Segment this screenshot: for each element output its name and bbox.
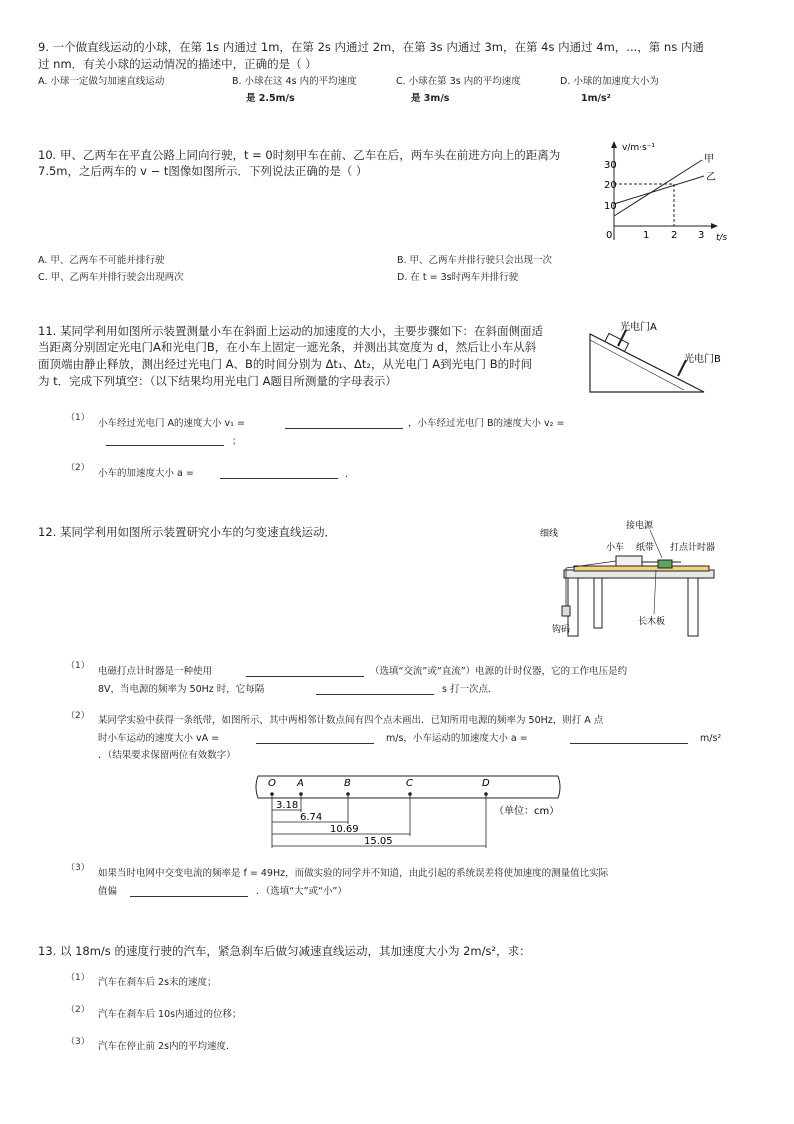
q11-sub2-number: （2） — [66, 463, 90, 473]
tape-dist-oa: 3.18 — [276, 800, 299, 811]
apparatus-timer — [658, 560, 672, 568]
q11-stem-line1: 11. 某同学利用如图所示装置测量小车在斜面上运动的加速度的大小，主要步骤如下：在斜面侧面适 — [38, 324, 543, 338]
label-power: 接电源 — [626, 521, 654, 531]
q12-period-blank[interactable] — [316, 682, 434, 695]
graph-line-yi — [614, 176, 704, 204]
q9-stem-line2: 过 nm．有关小球的运动情况的描述中，正确的是（ ） — [38, 57, 317, 71]
q10-stem-line2: 7.5m，之后两车的 v − t图像如图所示．下列说法正确的是（ ） — [38, 164, 368, 178]
q12-sub2-text-e: ．（结果要求保留两位有效数字） — [98, 750, 236, 761]
q9-option-b: B. 小球在这 4s 内的平均速度 — [232, 76, 357, 87]
q9-option-c: C. 小球在第 3s 内的平均速度 — [396, 76, 521, 87]
apparatus-weight — [562, 606, 570, 616]
q11-stem-line4: 为 t．完成下列填空：（以下结果均用光电门 A题目所测量的字母表示） — [38, 374, 397, 388]
q11-sub2-end: ． — [345, 469, 355, 480]
graph-label-jia: 甲 — [704, 154, 714, 165]
apparatus-cart — [616, 556, 642, 566]
q12-stem: 12. 某同学利用如图所示装置研究小车的匀变速直线运动． — [38, 525, 336, 539]
graph-label-yi: 乙 — [706, 172, 716, 183]
q12-accel-blank[interactable] — [570, 731, 688, 744]
q9-option-d-cont: 1m/s² — [581, 93, 611, 104]
q9-option-b-cont: 是 2.5m/s — [246, 93, 295, 104]
incline-cart — [605, 333, 629, 351]
tape-dist-ob: 6.74 — [300, 812, 323, 823]
q11-v1-blank[interactable] — [285, 416, 403, 429]
tape-label-a: A — [297, 778, 304, 789]
q12-sub1-number: （1） — [66, 661, 90, 671]
q9-option-a: A. 小球一定做匀加速直线运动 — [38, 76, 165, 87]
q10-option-b: B. 甲、乙两车并排行驶只会出现一次 — [397, 255, 553, 266]
q12-sub1-text-b: （选填“交流”或“直流”）电源的计时仪器，它的工作电压是约 — [370, 666, 628, 677]
q12-tape-figure — [252, 770, 562, 852]
q10-option-a: A. 甲、乙两车不可能并排行驶 — [38, 255, 165, 266]
q10-vt-graph — [592, 138, 732, 248]
q13-sub1-number: （1） — [66, 973, 90, 983]
graph-xtick-2: 2 — [671, 230, 678, 241]
incline-inner — [590, 340, 684, 390]
tape-label-b: B — [344, 778, 351, 789]
q12-sub3-text-b: 值偏 — [98, 886, 118, 897]
q11-sub1-text-a: 小车经过光电门 A的速度大小 v₁ = — [98, 418, 245, 429]
graph-x-arrow — [711, 223, 718, 229]
q10-option-d: D. 在 t = 3s时两车并排行驶 — [397, 272, 519, 283]
graph-ylabel: v/m·s⁻¹ — [622, 143, 656, 153]
q12-sub2-text-c: m/s，小车运动的加速度大小 a = — [386, 733, 528, 744]
q12-sub3-text-a: 如果当时电网中交变电流的频率是 f = 49Hz，而做实验的同学并不知道，由此引起的系统误差将使加速度的测量值比实际 — [98, 868, 609, 879]
apparatus-leg-right — [688, 578, 698, 636]
q9-option-c-cont: 是 3m/s — [411, 93, 450, 104]
tape-label-d: D — [482, 778, 490, 789]
label-cart: 小车 — [606, 543, 625, 553]
tape-unit: （单位：cm） — [494, 806, 560, 817]
tape-label-c: C — [406, 778, 413, 789]
q11-v2-blank[interactable] — [106, 433, 224, 446]
q12-sub1-text-c: 8V，当电源的频率为 50Hz 时，它每隔 — [98, 684, 265, 695]
q12-apparatus-figure — [536, 516, 722, 642]
q13-sub2-number: （2） — [66, 1005, 90, 1015]
q11-incline-figure — [584, 320, 721, 400]
q11-sub1-number: （1） — [66, 413, 90, 423]
q12-error-blank[interactable] — [130, 884, 248, 897]
graph-ytick-20: 20 — [604, 180, 617, 191]
q12-sub1-text-a: 电磁打点计时器是一种使用 — [98, 666, 213, 677]
q12-sub3-number: （3） — [66, 863, 90, 873]
label-tape: 纸带 — [636, 543, 655, 553]
q11-sub1-end: ； — [232, 436, 242, 447]
apparatus-leg-left-back — [594, 578, 602, 628]
q12-sub2-text-a: 某同学实验中获得一条纸带，如图所示，其中两相邻计数点间有四个点未画出．已知所用电源的频率为 50Hz，则打 A 点 — [98, 715, 604, 726]
q12-sub3-text-c: ．（选填“大”或“小”） — [256, 886, 347, 897]
q12-sub1-text-d: s 打一次点． — [442, 684, 498, 695]
graph-xtick-3: 3 — [698, 230, 705, 241]
q13-stem: 13. 以 18m/s 的速度行驶的汽车，紧急刹车后做匀减速直线运动，其加速度大小为 2m/s²，求： — [38, 944, 531, 958]
q9-stem-line1: 9. 一个做直线运动的小球，在第 1s 内通过 1m，在第 2s 内通过 2m，在第 3s 内通过 3m，在第 4s 内通过 4m，...，第 ns 内通 — [38, 40, 704, 54]
q13-sub2-text: 汽车在刹车后 10s内通过的位移； — [98, 1009, 242, 1020]
graph-ytick-30: 30 — [604, 160, 617, 171]
q11-stem-line3: 面顶端由静止释放，测出经过光电门 A、B的时间分别为 Δt₁、Δt₂，从光电门 A到光电门 B的时间 — [38, 357, 533, 371]
label-weight: 钩码 — [552, 625, 571, 635]
tape-dist-oc: 10.69 — [330, 824, 359, 835]
apparatus-board — [574, 566, 709, 571]
label-timer: 打点计时器 — [670, 543, 716, 553]
q11-sub2-text: 小车的加速度大小 a = — [98, 468, 194, 479]
q12-sub2-text-b: 时小车运动的速度大小 vA = — [98, 733, 220, 744]
graph-xlabel: t/s — [716, 233, 728, 243]
q11-a-blank[interactable] — [220, 466, 338, 479]
q9-option-d: D. 小球的加速度大小为 — [560, 76, 659, 87]
q13-sub3-number: （3） — [66, 1037, 90, 1047]
q12-va-blank[interactable] — [256, 731, 374, 744]
q10-stem-line1: 10. 甲、乙两车在平直公路上同向行驶，t = 0时刻甲车在前、乙车在后，两车头在前进方向上的距离为 — [38, 148, 561, 162]
label-thread: 细线 — [540, 529, 559, 539]
gate-a-label: 光电门A — [620, 322, 657, 333]
label-board: 长木板 — [638, 617, 666, 627]
graph-xtick-1: 1 — [643, 230, 650, 241]
q13-sub3-text: 汽车在停止前 2s内的平均速度． — [98, 1041, 236, 1052]
q12-sub2-number: （2） — [66, 711, 90, 721]
graph-line-jia — [614, 160, 702, 216]
q10-option-c: C. 甲、乙两车并排行驶会出现两次 — [38, 272, 184, 283]
q11-stem-line2: 当距离分别固定光电门A和光电门B，在小车上固定一遮光条，并测出其宽度为 d，然后让小车从斜 — [38, 340, 537, 354]
q13-sub1-text: 汽车在刹车后 2s末的速度； — [98, 977, 217, 988]
graph-y-arrow — [611, 141, 617, 148]
tape-label-o: O — [268, 778, 276, 789]
gate-b-label: 光电门B — [684, 354, 721, 365]
tape-dist-od: 15.05 — [364, 836, 393, 847]
graph-ytick-10: 10 — [604, 201, 617, 212]
q12-sub2-text-d: m/s² — [700, 733, 722, 744]
graph-ytick-0: 0 — [606, 230, 613, 241]
q11-sub1-text-b: ，小车经过光电门 B的速度大小 v₂ = — [408, 418, 565, 429]
q12-power-type-blank[interactable] — [246, 664, 364, 677]
